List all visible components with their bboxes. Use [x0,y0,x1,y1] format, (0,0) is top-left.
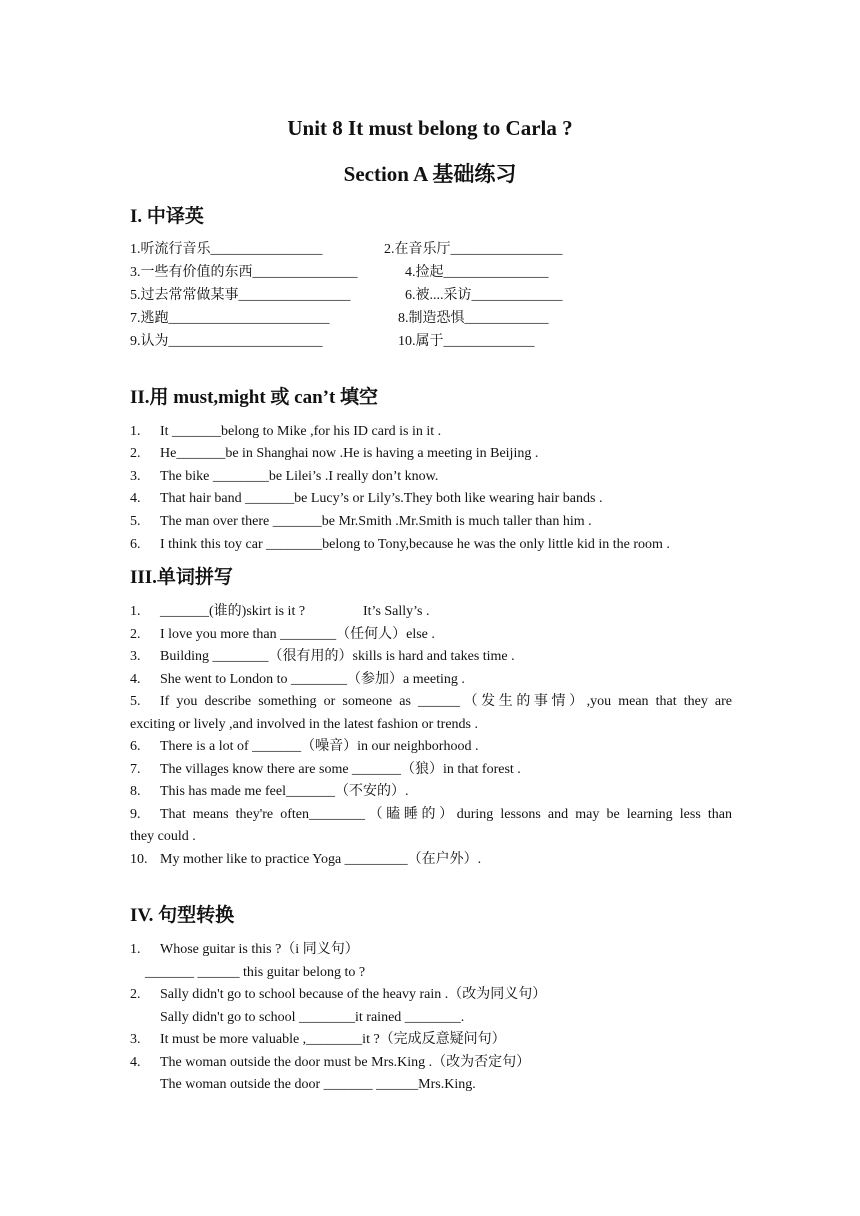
item-number: 5. [130,514,141,529]
exercise-item: The villages know there are some _______（狼）in that forest . [160,762,521,777]
exercise-item: He_______be in Shanghai now .He is having a meeting in Beijing . [160,446,539,461]
item-number: 1. [130,942,141,957]
exercise-item-continuation: exciting or lively ,and involved in the latest fashion or trends . [130,717,478,732]
exercise-item: _______(谁的)skirt is it ? [160,604,306,619]
translation-item: 8.制造恐惧____________ [398,311,549,326]
exercise-item-answer: It’s Sally’s . [363,604,430,619]
item-number: 10. [130,852,148,867]
translation-item: 4.捡起_______________ [405,265,549,280]
item-number: 5. [130,694,141,709]
item-number: 8. [130,784,141,799]
translation-item: 7.逃跑_______________________ [130,311,330,326]
exercise-item-continuation: they could . [130,829,196,844]
exercise-item: It must be more valuable ,________it ?（完成反意疑问句） [160,1032,506,1047]
exercise-item: Sally didn't go to school because of the heavy rain .（改为同义句） [160,987,547,1002]
item-number: 6. [130,537,141,552]
exercise-item: There is a lot of _______（噪音）in our neighborhood . [160,739,479,754]
section-2-heading: II.用 must,might 或 can’t 填空 [130,387,379,408]
exercise-item: If you describe something or someone as ______（发生的事情）,you mean that they are [160,694,732,709]
section-3-heading: III.单词拼写 [130,567,233,588]
item-number: 9. [130,807,141,822]
exercise-item: The man over there _______be Mr.Smith .Mr.Smith is much taller than him . [160,514,592,529]
page-title: Unit 8 It must belong to Carla ? [287,116,573,140]
item-number: 7. [130,762,141,777]
exercise-item: Building ________（很有用的）skills is hard and takes time . [160,649,515,664]
translation-item: 6.被....采访_____________ [405,288,563,303]
item-number: 1. [130,424,141,439]
exercise-item: This has made me feel_______（不安的）. [160,784,409,799]
item-number: 2. [130,987,141,1002]
item-number: 4. [130,1055,141,1070]
item-number: 1. [130,604,141,619]
item-number: 6. [130,739,141,754]
exercise-item: She went to London to ________（参加）a meeting . [160,672,465,687]
translation-item: 3.一些有价值的东西_______________ [130,265,358,280]
item-number: 2. [130,627,141,642]
item-number: 3. [130,649,141,664]
exercise-item: It _______belong to Mike ,for his ID card is in it . [160,424,442,439]
exercise-item: My mother like to practice Yoga _________（在户外）. [160,852,482,867]
exercise-item: Whose guitar is this ?（i 同义句） [160,942,359,957]
item-number: 3. [130,469,141,484]
exercise-item: I think this toy car ________belong to Tony,because he was the only little kid in the room . [160,537,670,552]
item-number: 4. [130,672,141,687]
item-number: 4. [130,491,141,506]
translation-item: 5.过去常常做某事________________ [130,288,351,303]
exercise-item: The bike ________be Lilei’s .I really don’t know. [160,469,439,484]
exercise-answer-line: _______ ______ this guitar belong to ? [145,965,366,980]
page-subtitle: Section A 基础练习 [343,162,517,186]
translation-item: 9.认为______________________ [130,334,323,349]
translation-item: 2.在音乐厅________________ [384,242,563,257]
section-4-heading: IV. 句型转换 [130,905,235,926]
translation-item: 10.属于_____________ [398,334,535,349]
exercise-item: That means they're often________（瞌睡的）during lessons and may be learning less than [160,807,732,822]
item-number: 2. [130,446,141,461]
translation-item: 1.听流行音乐________________ [130,242,323,257]
section-1-heading: I. 中译英 [130,206,204,227]
exercise-item: I love you more than ________（任何人）else . [160,627,435,642]
exercise-item: That hair band _______be Lucy’s or Lily’s.They both like wearing hair bands . [160,491,603,506]
item-number: 3. [130,1032,141,1047]
exercise-answer-line: Sally didn't go to school ________it rained ________. [160,1010,465,1025]
exercise-item: The woman outside the door must be Mrs.King .（改为否定句） [160,1055,531,1070]
exercise-answer-line: The woman outside the door _______ ______Mrs.King. [160,1077,476,1092]
